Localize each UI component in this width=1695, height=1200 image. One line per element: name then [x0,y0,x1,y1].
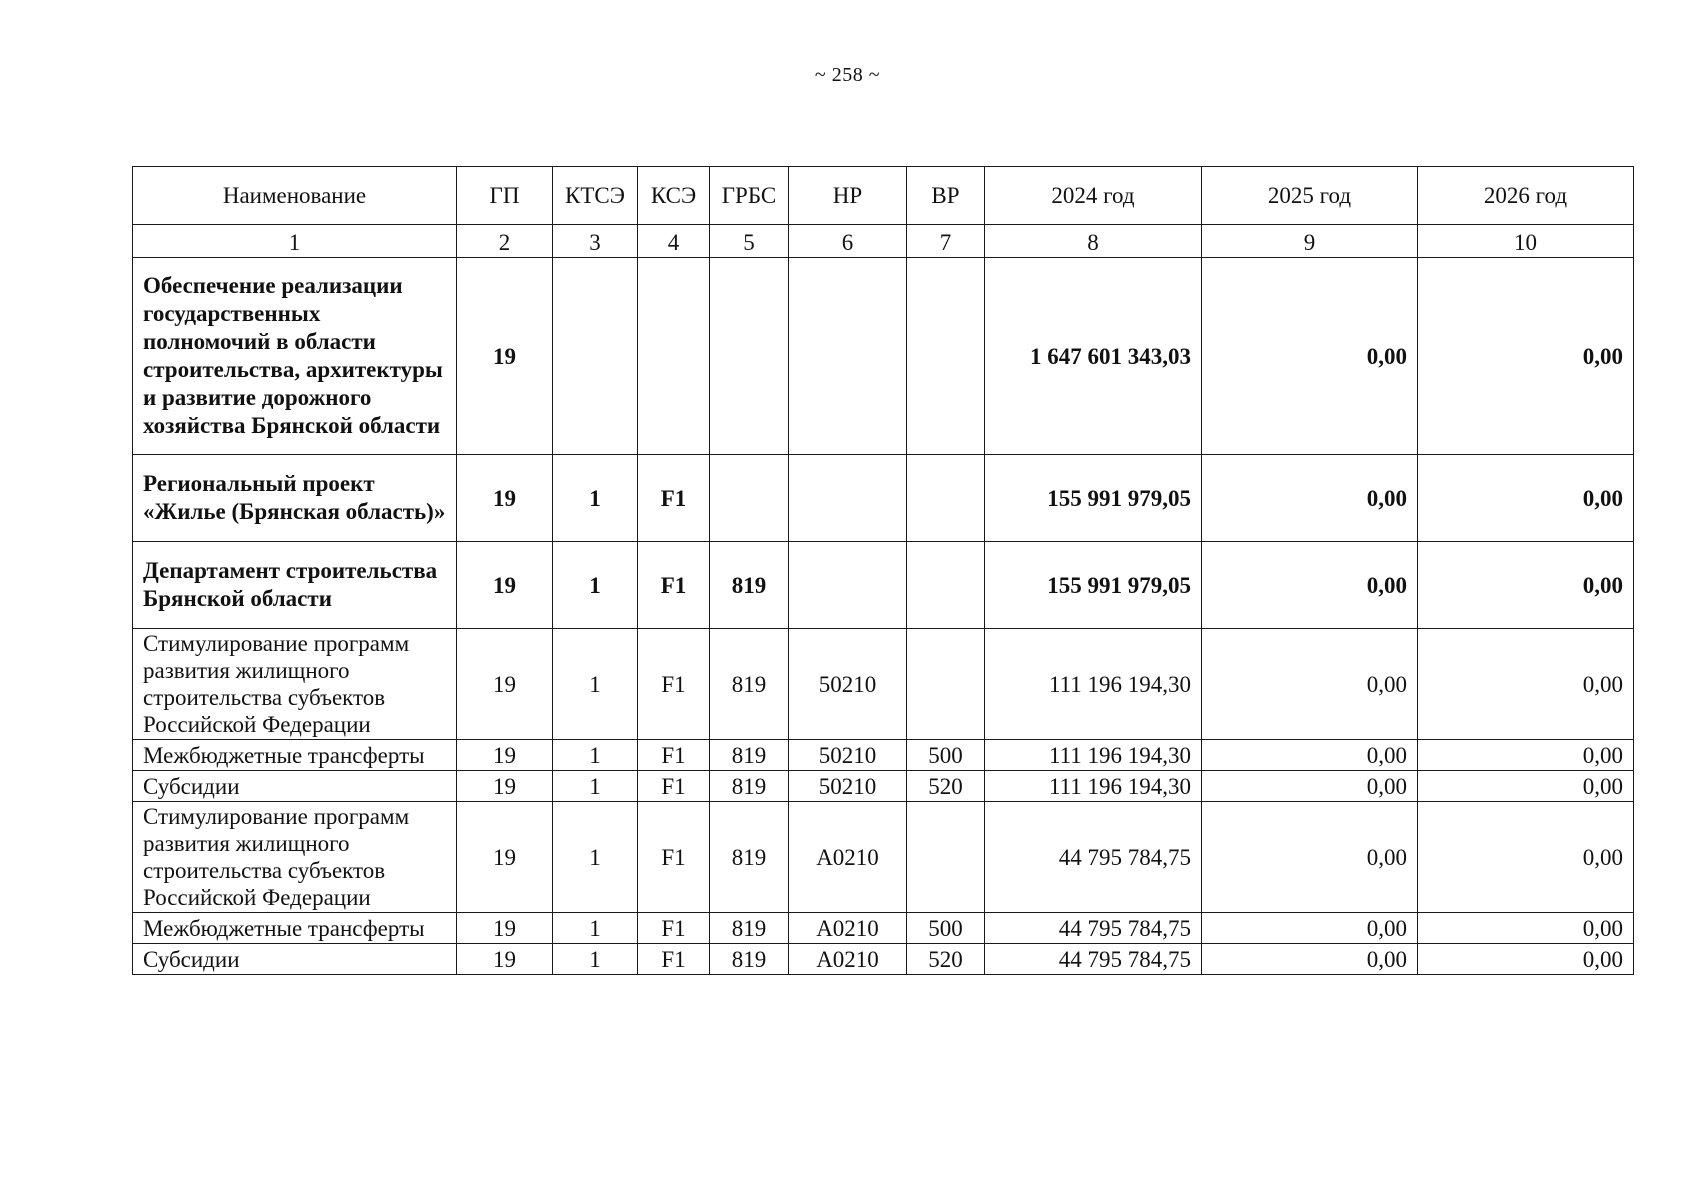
row-grbs [710,455,789,542]
row-kse: F1 [638,455,710,542]
row-amount-2025: 0,00 [1202,802,1418,913]
table-row [133,740,1634,771]
row-nr: 50210 [789,771,907,802]
header-gp: ГП [457,167,553,225]
row-grbs: 819 [710,542,789,629]
row-name: Стимулирование программ развития жилищного строительства субъектов Российской Федерации [133,802,457,913]
header-row [133,167,1634,225]
row-ktse: 1 [553,944,638,975]
row-nr: А0210 [789,913,907,944]
row-ktse: 1 [553,913,638,944]
row-amount-2024: 155 991 979,05 [985,455,1202,542]
row-kse [638,258,710,455]
row-amount-2025: 0,00 [1202,944,1418,975]
row-vr: 520 [907,944,985,975]
row-amount-2024: 44 795 784,75 [985,802,1202,913]
row-name: Субсидии [133,771,457,802]
row-amount-2025: 0,00 [1202,258,1418,455]
row-amount-2025: 0,00 [1202,629,1418,740]
row-nr [789,455,907,542]
row-gp: 19 [457,542,553,629]
column-number: 8 [985,225,1202,258]
header-2024: 2024 год [985,167,1202,225]
row-gp: 19 [457,258,553,455]
row-kse: F1 [638,629,710,740]
table-row [133,771,1634,802]
row-amount-2025: 0,00 [1202,455,1418,542]
row-amount-2026: 0,00 [1418,455,1634,542]
row-nr: 50210 [789,629,907,740]
row-grbs: 819 [710,629,789,740]
row-gp: 19 [457,771,553,802]
row-gp: 19 [457,455,553,542]
row-grbs: 819 [710,913,789,944]
row-nr: 50210 [789,740,907,771]
table-row [133,802,1634,913]
row-name: Межбюджетные трансферты [133,740,457,771]
column-number: 7 [907,225,985,258]
header-2025: 2025 год [1202,167,1418,225]
header-nr: НР [789,167,907,225]
row-amount-2026: 0,00 [1418,944,1634,975]
row-name: Стимулирование программ развития жилищного строительства субъектов Российской Федерации [133,629,457,740]
row-amount-2024: 111 196 194,30 [985,629,1202,740]
row-kse: F1 [638,740,710,771]
row-amount-2026: 0,00 [1418,771,1634,802]
table-row [133,542,1634,629]
row-grbs: 819 [710,740,789,771]
row-amount-2024: 44 795 784,75 [985,944,1202,975]
row-amount-2025: 0,00 [1202,913,1418,944]
row-ktse [553,258,638,455]
row-name: Межбюджетные трансферты [133,913,457,944]
row-vr [907,802,985,913]
row-gp: 19 [457,740,553,771]
row-amount-2026: 0,00 [1418,802,1634,913]
row-name: Субсидии [133,944,457,975]
header-2026: 2026 год [1418,167,1634,225]
row-gp: 19 [457,913,553,944]
header-ktse: КТСЭ [553,167,638,225]
row-amount-2026: 0,00 [1418,629,1634,740]
column-number: 2 [457,225,553,258]
row-ktse: 1 [553,542,638,629]
header-grbs: ГРБС [710,167,789,225]
row-vr [907,455,985,542]
row-kse: F1 [638,913,710,944]
row-amount-2024: 44 795 784,75 [985,913,1202,944]
column-number: 3 [553,225,638,258]
column-number: 4 [638,225,710,258]
column-number-row [133,225,1634,258]
row-gp: 19 [457,944,553,975]
column-number: 5 [710,225,789,258]
row-kse: F1 [638,771,710,802]
table-row [133,455,1634,542]
row-amount-2026: 0,00 [1418,740,1634,771]
row-nr [789,258,907,455]
row-gp: 19 [457,802,553,913]
row-amount-2025: 0,00 [1202,740,1418,771]
column-number: 9 [1202,225,1418,258]
row-nr [789,542,907,629]
row-vr [907,542,985,629]
row-name: Обеспечение реализации государственных полномочий в области строительства, архитектуры и развитие дорожного хозяйства Брянской области [133,258,457,455]
row-nr: А0210 [789,802,907,913]
row-vr: 500 [907,740,985,771]
table-row [133,913,1634,944]
row-grbs: 819 [710,771,789,802]
row-grbs: 819 [710,944,789,975]
row-gp: 19 [457,629,553,740]
page-number [0,64,1695,87]
row-ktse: 1 [553,802,638,913]
header-vr: ВР [907,167,985,225]
budget-table [132,166,1634,975]
row-ktse: 1 [553,740,638,771]
header-kse: КСЭ [638,167,710,225]
table-row [133,629,1634,740]
row-name: Региональный проект «Жилье (Брянская область)» [133,455,457,542]
page-number-text: ~ 258 ~ [814,64,881,86]
row-ktse: 1 [553,629,638,740]
row-amount-2024: 1 647 601 343,03 [985,258,1202,455]
row-amount-2026: 0,00 [1418,913,1634,944]
header-name: Наименование [133,167,457,225]
row-nr: А0210 [789,944,907,975]
row-name: Департамент строительства Брянской области [133,542,457,629]
row-vr: 520 [907,771,985,802]
column-number: 10 [1418,225,1634,258]
row-ktse: 1 [553,771,638,802]
row-vr [907,629,985,740]
row-amount-2026: 0,00 [1418,258,1634,455]
row-amount-2024: 111 196 194,30 [985,771,1202,802]
row-vr [907,258,985,455]
column-number: 6 [789,225,907,258]
row-ktse: 1 [553,455,638,542]
row-kse: F1 [638,944,710,975]
row-kse: F1 [638,542,710,629]
table-row [133,944,1634,975]
table-row [133,258,1634,455]
row-grbs: 819 [710,802,789,913]
row-amount-2025: 0,00 [1202,771,1418,802]
row-amount-2024: 155 991 979,05 [985,542,1202,629]
row-kse: F1 [638,802,710,913]
row-amount-2024: 111 196 194,30 [985,740,1202,771]
column-number: 1 [133,225,457,258]
row-amount-2026: 0,00 [1418,542,1634,629]
row-vr: 500 [907,913,985,944]
row-amount-2025: 0,00 [1202,542,1418,629]
row-grbs [710,258,789,455]
